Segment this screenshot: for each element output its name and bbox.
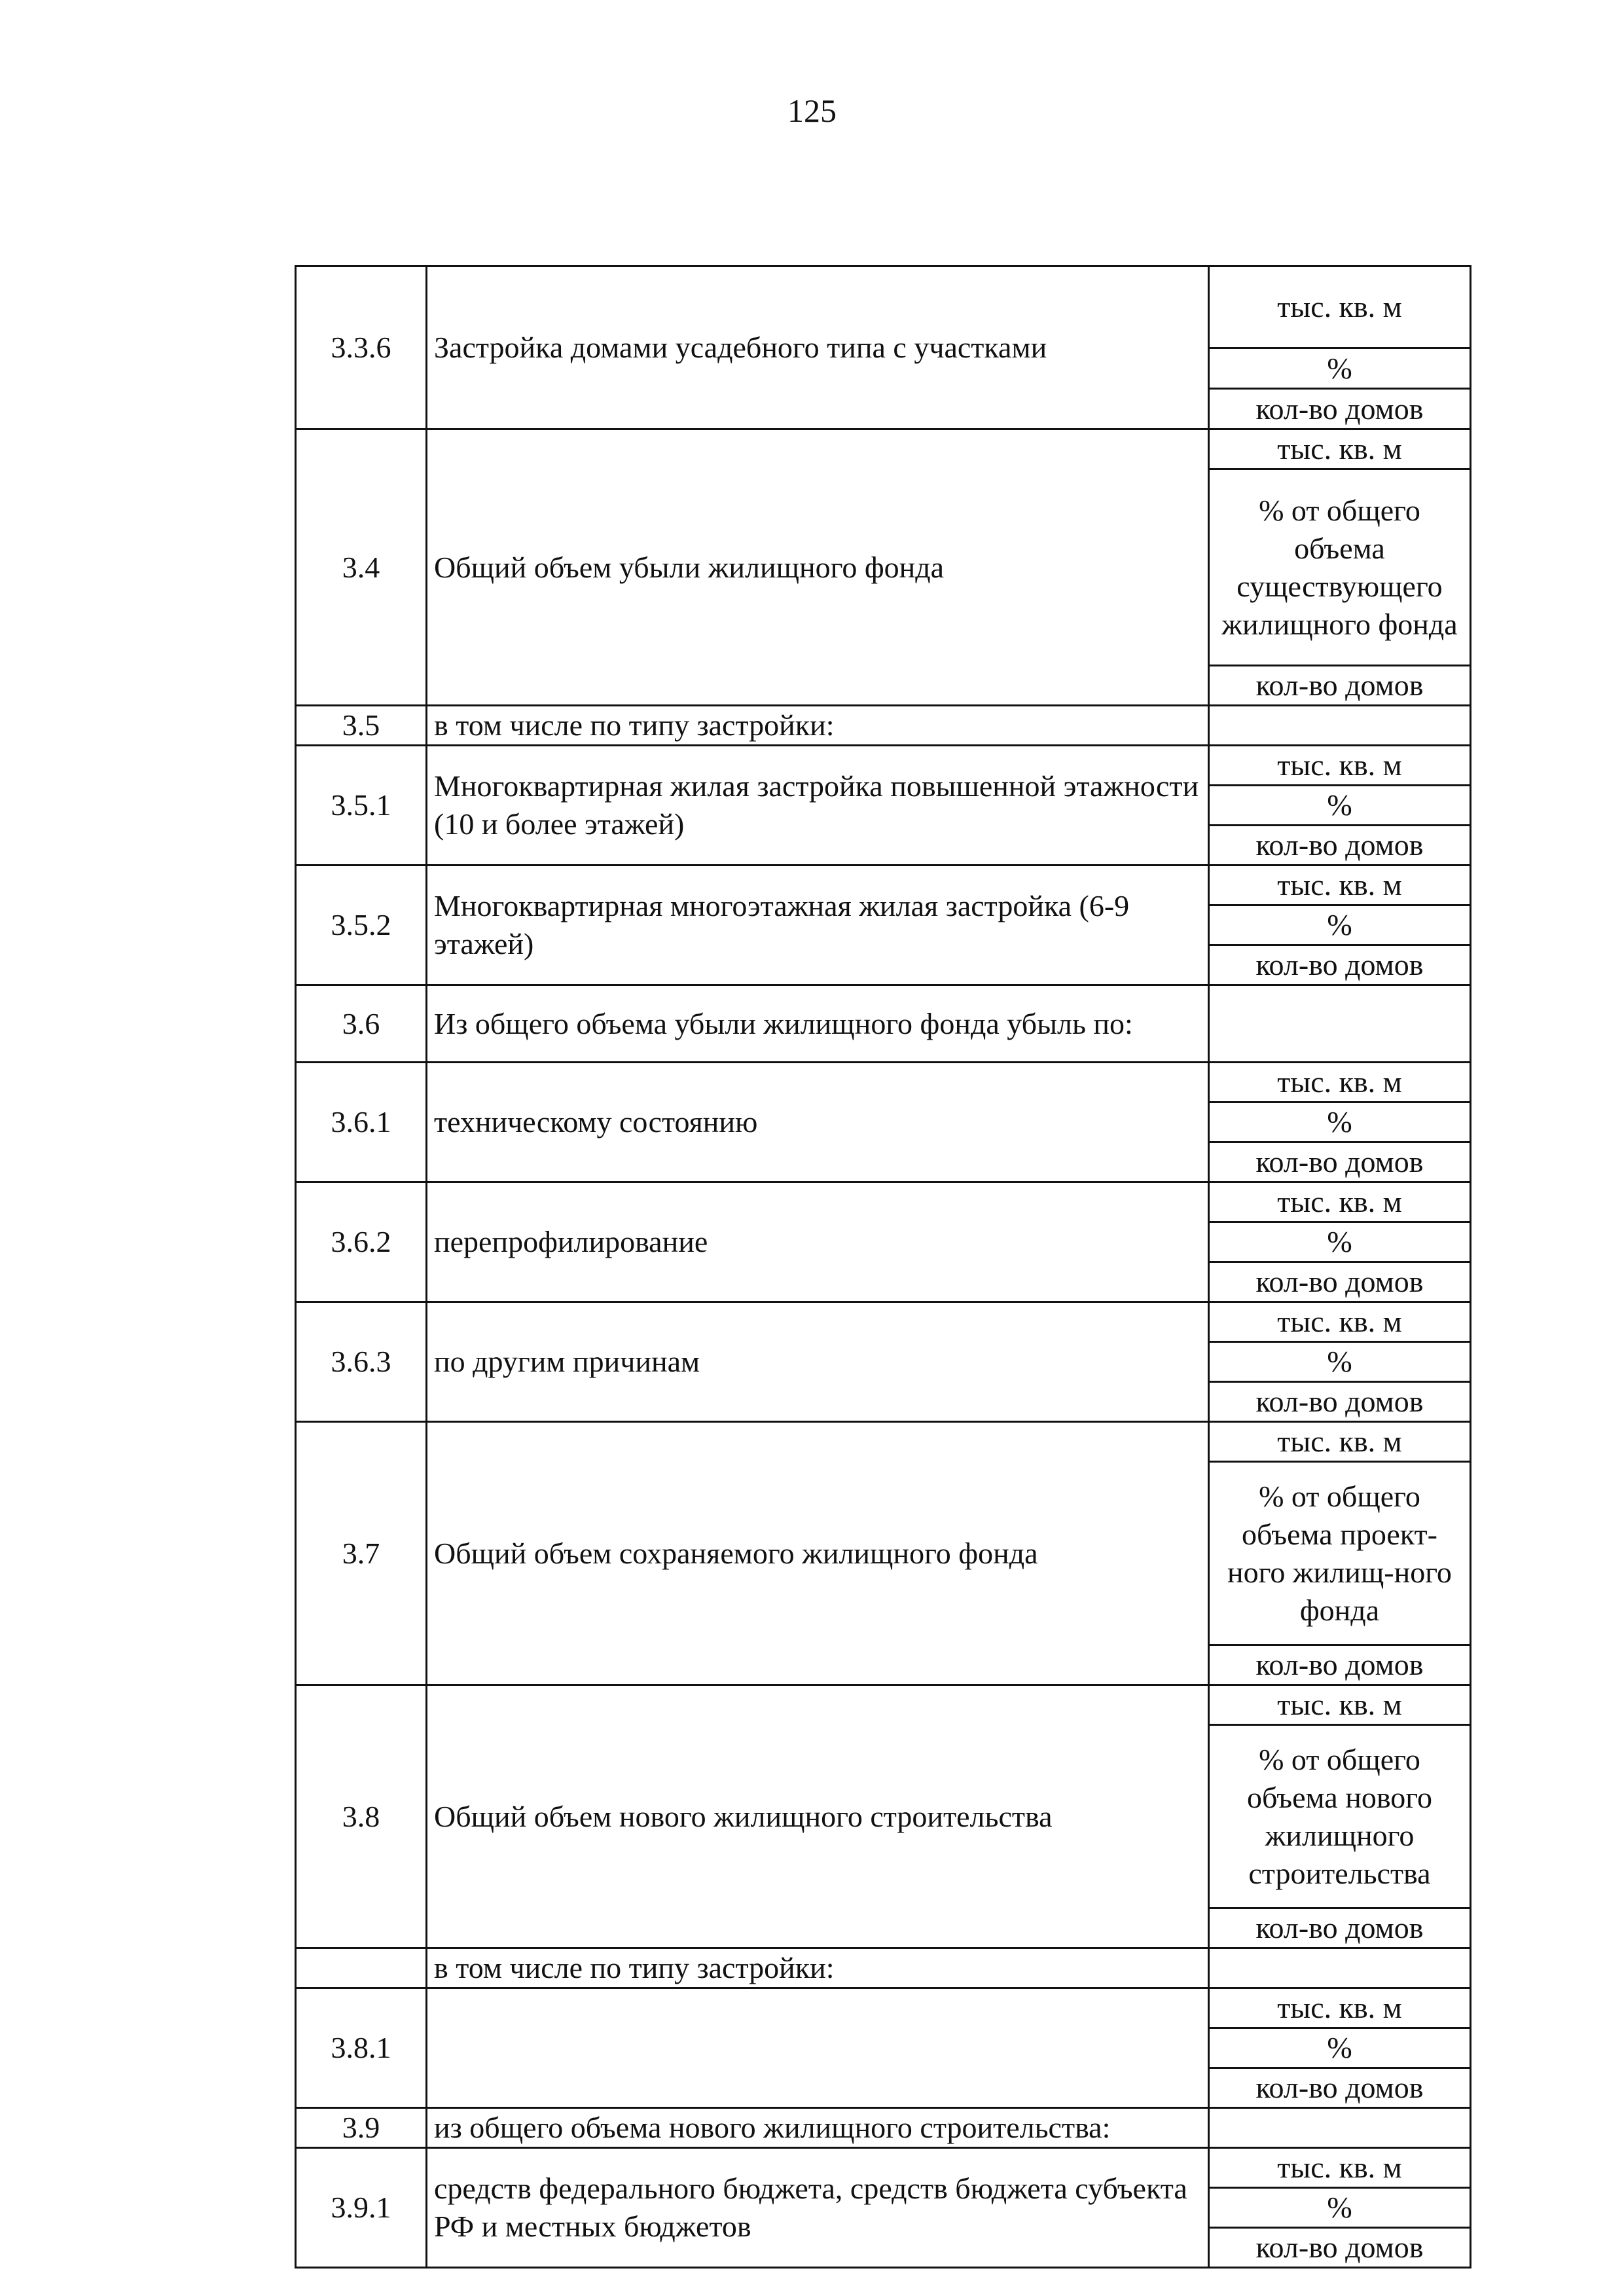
row-description-cell: перепрофилирование bbox=[427, 1182, 1209, 1302]
row-description-cell: Общий объем нового жилищного строительства bbox=[427, 1685, 1209, 1948]
unit-cell: % bbox=[1209, 786, 1471, 826]
unit-cell: тыс. кв. м bbox=[1209, 429, 1471, 469]
unit-cell: % от общего объема проект-ного жилищ-ного фонда bbox=[1209, 1462, 1471, 1645]
unit-cell: % bbox=[1209, 348, 1471, 389]
row-description-cell: по другим причинам bbox=[427, 1302, 1209, 1422]
row-number-cell: 3.5 bbox=[296, 706, 427, 746]
unit-cell bbox=[1209, 1948, 1471, 1988]
unit-cell: % от общего объема существующего жилищного фонда bbox=[1209, 469, 1471, 666]
row-description-cell: Многоквартирная многоэтажная жилая застройка (6-9 этажей) bbox=[427, 866, 1209, 985]
unit-cell: кол-во домов bbox=[1209, 1908, 1471, 1948]
unit-cell: тыс. кв. м bbox=[1209, 1302, 1471, 1342]
unit-cell: кол-во домов bbox=[1209, 2228, 1471, 2268]
unit-cell bbox=[1209, 2108, 1471, 2148]
table-row bbox=[296, 2148, 1471, 2188]
table-row bbox=[296, 1948, 1471, 1988]
unit-cell: % bbox=[1209, 2028, 1471, 2068]
row-description-cell: Общий объем сохраняемого жилищного фонда bbox=[427, 1422, 1209, 1685]
row-description-cell bbox=[427, 1988, 1209, 2108]
row-description-cell: техническому состоянию bbox=[427, 1063, 1209, 1182]
unit-cell: кол-во домов bbox=[1209, 2068, 1471, 2108]
table-row bbox=[296, 1422, 1471, 1462]
unit-cell: тыс. кв. м bbox=[1209, 266, 1471, 348]
unit-cell: тыс. кв. м bbox=[1209, 866, 1471, 905]
row-description-cell: Из общего объема убыли жилищного фонда убыль по: bbox=[427, 985, 1209, 1063]
unit-cell: кол-во домов bbox=[1209, 826, 1471, 866]
unit-cell: тыс. кв. м bbox=[1209, 1988, 1471, 2028]
unit-cell: % bbox=[1209, 2188, 1471, 2228]
table-row bbox=[296, 985, 1471, 1063]
indicator-table bbox=[295, 265, 1471, 2269]
unit-cell: тыс. кв. м bbox=[1209, 746, 1471, 786]
table-row bbox=[296, 2108, 1471, 2148]
unit-cell bbox=[1209, 706, 1471, 746]
table-row bbox=[296, 1302, 1471, 1342]
row-number-cell: 3.6.3 bbox=[296, 1302, 427, 1422]
unit-cell: % bbox=[1209, 1222, 1471, 1262]
row-number-cell: 3.8.1 bbox=[296, 1988, 427, 2108]
unit-cell bbox=[1209, 985, 1471, 1063]
row-number-cell: 3.6.1 bbox=[296, 1063, 427, 1182]
table-row bbox=[296, 866, 1471, 905]
table-row bbox=[296, 706, 1471, 746]
row-number-cell: 3.4 bbox=[296, 429, 427, 706]
row-description-cell: Застройка домами усадебного типа с участками bbox=[427, 266, 1209, 429]
unit-cell: кол-во домов bbox=[1209, 1142, 1471, 1182]
table-row bbox=[296, 1685, 1471, 1725]
unit-cell: кол-во домов bbox=[1209, 666, 1471, 706]
row-number-cell: 3.7 bbox=[296, 1422, 427, 1685]
table-row bbox=[296, 1182, 1471, 1222]
row-number-cell: 3.3.6 bbox=[296, 266, 427, 429]
row-number-cell: 3.6.2 bbox=[296, 1182, 427, 1302]
table-row bbox=[296, 1988, 1471, 2028]
unit-cell: % от общего объема нового жилищного строительства bbox=[1209, 1725, 1471, 1908]
row-number-cell: 3.5.1 bbox=[296, 746, 427, 866]
page-number: 125 bbox=[787, 92, 837, 129]
unit-cell: % bbox=[1209, 905, 1471, 945]
row-description-cell: в том числе по типу застройки: bbox=[427, 706, 1209, 746]
unit-cell: кол-во домов bbox=[1209, 1382, 1471, 1422]
unit-cell: кол-во домов bbox=[1209, 1645, 1471, 1685]
row-description-cell: Общий объем убыли жилищного фонда bbox=[427, 429, 1209, 706]
indicator-table-container bbox=[295, 265, 1470, 2269]
unit-cell: тыс. кв. м bbox=[1209, 1422, 1471, 1462]
unit-cell: кол-во домов bbox=[1209, 945, 1471, 985]
unit-cell: кол-во домов bbox=[1209, 1262, 1471, 1302]
row-description-cell: из общего объема нового жилищного строительства: bbox=[427, 2108, 1209, 2148]
row-number-cell bbox=[296, 1948, 427, 1988]
unit-cell: тыс. кв. м bbox=[1209, 1182, 1471, 1222]
unit-cell: тыс. кв. м bbox=[1209, 1063, 1471, 1102]
table-row bbox=[296, 746, 1471, 786]
row-number-cell: 3.8 bbox=[296, 1685, 427, 1948]
table-row bbox=[296, 1063, 1471, 1102]
row-description-cell: в том числе по типу застройки: bbox=[427, 1948, 1209, 1988]
unit-cell: кол-во домов bbox=[1209, 389, 1471, 429]
unit-cell: тыс. кв. м bbox=[1209, 1685, 1471, 1725]
row-number-cell: 3.6 bbox=[296, 985, 427, 1063]
unit-cell: % bbox=[1209, 1102, 1471, 1142]
table-row bbox=[296, 429, 1471, 469]
row-number-cell: 3.9 bbox=[296, 2108, 427, 2148]
row-description-cell: средств федерального бюджета, средств бюджета субъекта РФ и местных бюджетов bbox=[427, 2148, 1209, 2268]
unit-cell: % bbox=[1209, 1342, 1471, 1382]
row-number-cell: 3.5.2 bbox=[296, 866, 427, 985]
unit-cell: тыс. кв. м bbox=[1209, 2148, 1471, 2188]
row-description-cell: Многоквартирная жилая застройка повышенной этажности (10 и более этажей) bbox=[427, 746, 1209, 866]
table-row bbox=[296, 266, 1471, 348]
row-number-cell: 3.9.1 bbox=[296, 2148, 427, 2268]
